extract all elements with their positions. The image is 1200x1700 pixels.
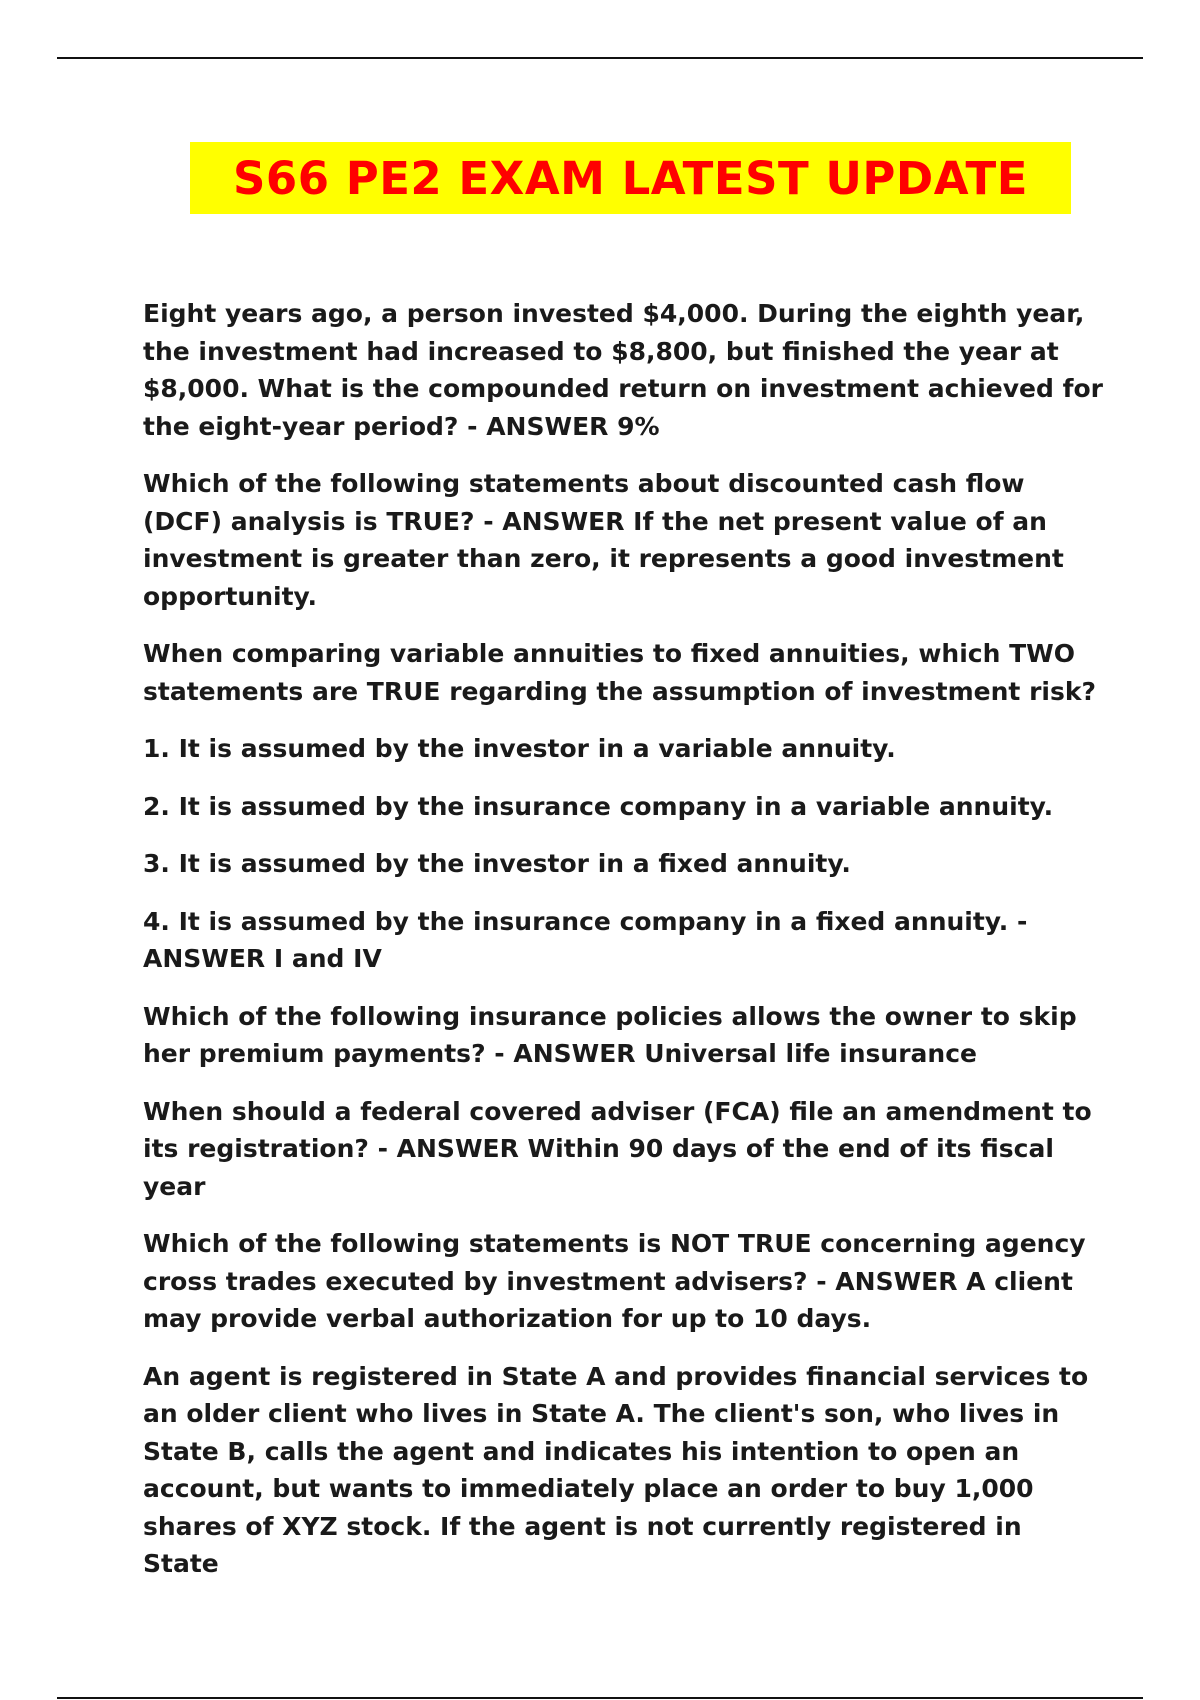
- question-paragraph: Which of the following statements is NOT TRUE concerning agency cross trades executed by investment advisers? - ANSWER A client may provide verbal authorization for up to 10 days.: [143, 1229, 1086, 1333]
- question-paragraph: When should a federal covered adviser (FCA) file an amendment to its registration? - ANSWER Within 90 days of the end of its fiscal year: [143, 1096, 1092, 1201]
- title-highlight: [190, 142, 1071, 214]
- question-paragraph: An agent is registered in State A and provides financial services to an older client who lives in State A. The client's son, who lives in State B, calls the agent and indicates his intention to open an account, but wants to immediately place an order to buy 1,000 shares of XYZ stock. If the agent is not currently registered in State: [143, 1361, 1089, 1578]
- question-paragraph: When comparing variable annuities to fixed annuities, which TWO statements are TRUE regarding the assumption of investment risk?: [143, 639, 1096, 706]
- question-paragraph: Which of the following insurance policies allows the owner to skip her premium payments? - ANSWER Universal life insurance: [143, 1001, 1077, 1068]
- bottom-rule: [57, 1697, 1143, 1699]
- option-paragraph: 4. It is assumed by the insurance company in a fixed annuity. - ANSWER I and IV: [143, 906, 1028, 973]
- document-title: S66 PE2 EXAM LATEST UPDATE: [233, 151, 1028, 205]
- option-paragraph: 3. It is assumed by the investor in a fixed annuity.: [143, 849, 851, 878]
- top-rule: [57, 57, 1143, 59]
- option-paragraph: 1. It is assumed by the investor in a variable annuity.: [143, 734, 896, 763]
- document-body: [143, 295, 1103, 1603]
- option-paragraph: 2. It is assumed by the insurance company in a variable annuity.: [143, 791, 1054, 821]
- question-paragraph: Eight years ago, a person invested $4,000. During the eighth year, the investment had increased to $8,800, but finished the year at $8,000. What is the compounded return on investment achieved for the eight-year period? - ANSWER 9%: [143, 299, 1103, 441]
- question-paragraph: Which of the following statements about discounted cash flow (DCF) analysis is TRUE? - ANSWER If the net present value of an investment is greater than zero, it represents a good investment opportunity.: [143, 469, 1064, 611]
